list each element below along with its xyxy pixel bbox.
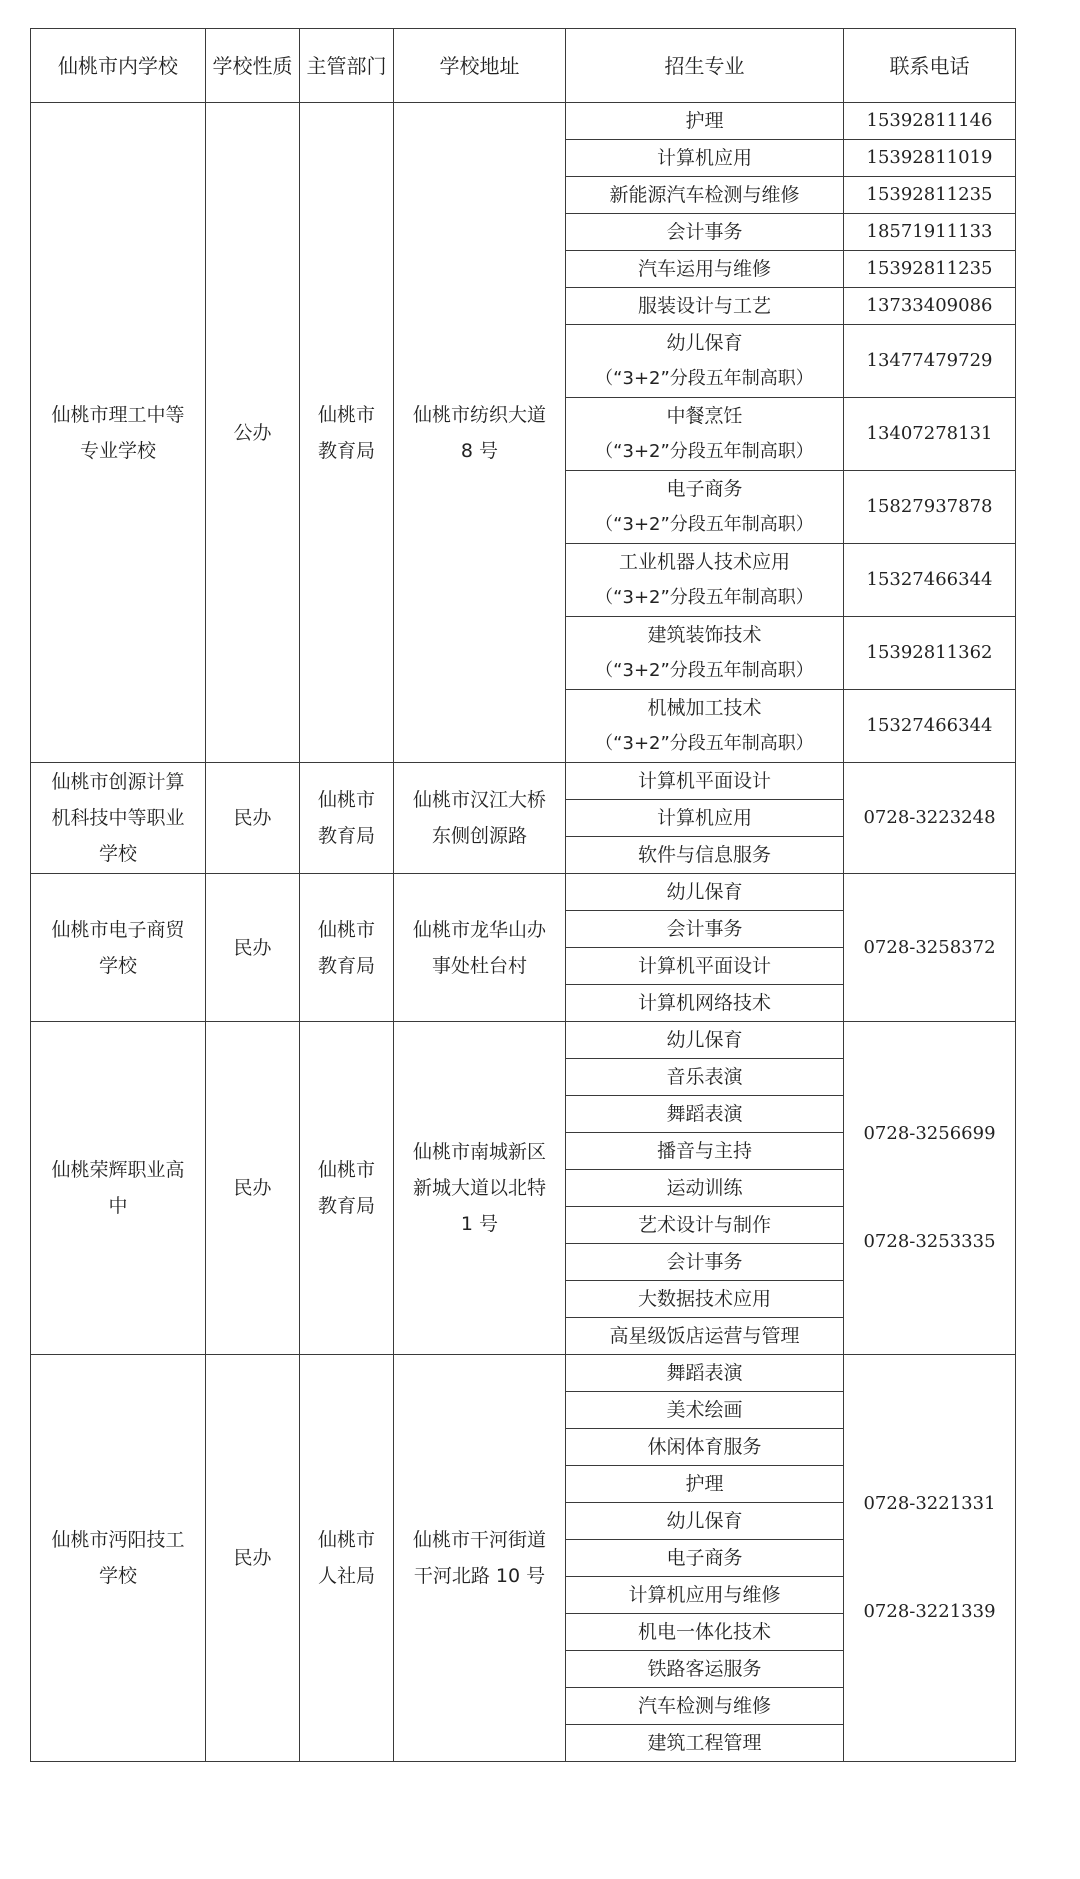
major-note: （“3+2”分段五年制高职） [595,368,814,389]
phone-number: 13477479729 [866,350,993,371]
phone-cell [844,763,1016,874]
school-dept: 仙桃市教育局 [300,1022,394,1355]
major-name: 计算机应用与维修 [628,1584,781,1606]
major-name: 机械加工技术 [647,697,762,719]
table-body [31,103,1016,1762]
major-cell [566,1170,844,1207]
major-name: 新能源汽车检测与维修 [609,184,800,206]
major-name: 计算机网络技术 [637,992,771,1014]
phone-cell [844,398,1016,471]
major-name: 幼儿保育 [666,332,743,354]
major-name: 软件与信息服务 [637,844,771,866]
major-name: 铁路客运服务 [647,1658,762,1680]
major-name: 中餐烹饪 [666,405,743,427]
major-name: 汽车检测与维修 [637,1695,771,1717]
phone-cell [844,177,1016,214]
major-note: （“3+2”分段五年制高职） [595,660,814,681]
major-cell [566,985,844,1022]
phone-number: 0728-3256699 [863,1123,996,1144]
major-cell [566,837,844,874]
major-cell [566,214,844,251]
school-nature: 民办 [206,763,300,874]
major-cell [566,1503,844,1540]
major-cell [566,1022,844,1059]
major-cell [566,763,844,800]
phone-spacer [848,1152,1011,1224]
major-name: 幼儿保育 [666,881,743,903]
phone-cell [844,617,1016,690]
school-dept: 仙桃市人社局 [300,1355,394,1762]
major-note: （“3+2”分段五年制高职） [595,514,814,535]
header-address: 学校地址 [394,29,566,103]
major-cell [566,1059,844,1096]
phone-cell [844,874,1016,1022]
major-name: 计算机应用 [656,147,752,169]
table-row [31,103,1016,140]
major-cell [566,911,844,948]
major-name: 计算机平面设计 [637,770,771,792]
major-name: 美术绘画 [666,1399,743,1421]
major-name: 服装设计与工艺 [637,295,771,317]
major-name: 建筑装饰技术 [647,624,762,646]
major-name: 会计事务 [666,1251,743,1273]
major-cell [566,398,844,471]
major-cell [566,1651,844,1688]
major-cell [566,1207,844,1244]
school-address: 仙桃市干河街道干河北路 10 号 [394,1355,566,1762]
major-cell [566,1466,844,1503]
school-name: 仙桃市理工中等专业学校 [31,103,206,763]
phone-number: 15392811235 [866,258,993,279]
major-name: 幼儿保育 [666,1029,743,1051]
phone-cell [844,251,1016,288]
enrollment-table [30,28,1016,1762]
school-name: 仙桃市创源计算机科技中等职业学校 [31,763,206,874]
major-name: 休闲体育服务 [647,1436,762,1458]
header-dept: 主管部门 [300,29,394,103]
phone-number: 15327466344 [866,715,993,736]
major-cell [566,1577,844,1614]
major-name: 艺术设计与制作 [637,1214,771,1236]
school-dept: 仙桃市教育局 [300,874,394,1022]
phone-number: 0728-3253335 [863,1231,996,1252]
major-name: 会计事务 [666,918,743,940]
phone-cell [844,1355,1016,1762]
major-name: 机电一体化技术 [637,1621,771,1643]
phone-number: 15392811146 [866,110,993,131]
table-row [31,874,1016,911]
major-cell [566,1688,844,1725]
header-row [31,29,1016,103]
major-note: （“3+2”分段五年制高职） [595,733,814,754]
school-nature: 民办 [206,1022,300,1355]
phone-number: 15327466344 [866,569,993,590]
phone-cell [844,471,1016,544]
major-cell [566,1133,844,1170]
major-note: （“3+2”分段五年制高职） [595,441,814,462]
major-name: 播音与主持 [656,1140,752,1162]
school-name: 仙桃荣辉职业高中 [31,1022,206,1355]
phone-number: 18571911133 [866,221,993,242]
major-cell [566,1281,844,1318]
table-row [31,1355,1016,1392]
school-dept: 仙桃市教育局 [300,103,394,763]
major-name: 护理 [685,110,724,132]
major-name: 电子商务 [666,1547,743,1569]
school-name: 仙桃市沔阳技工学校 [31,1355,206,1762]
major-cell [566,1392,844,1429]
phone-number: 13407278131 [866,423,993,444]
major-cell [566,325,844,398]
major-name: 工业机器人技术应用 [618,551,790,573]
major-cell [566,800,844,837]
school-name: 仙桃市电子商贸学校 [31,874,206,1022]
header-school: 仙桃市内学校 [31,29,206,103]
school-nature: 民办 [206,874,300,1022]
table-row [31,763,1016,800]
major-cell [566,1540,844,1577]
school-nature: 公办 [206,103,300,763]
major-note: （“3+2”分段五年制高职） [595,587,814,608]
table-row [31,1022,1016,1059]
major-cell [566,617,844,690]
phone-cell [844,690,1016,763]
major-cell [566,1244,844,1281]
phone-cell [844,214,1016,251]
major-cell [566,1318,844,1355]
major-name: 电子商务 [666,478,743,500]
major-cell [566,1096,844,1133]
major-cell [566,1355,844,1392]
major-name: 会计事务 [666,221,743,243]
header-nature: 学校性质 [206,29,300,103]
phone-cell [844,544,1016,617]
major-cell [566,948,844,985]
school-nature: 民办 [206,1355,300,1762]
major-name: 计算机应用 [656,807,752,829]
major-cell [566,103,844,140]
phone-cell [844,1022,1016,1355]
school-dept: 仙桃市教育局 [300,763,394,874]
phone-cell [844,288,1016,325]
school-address: 仙桃市龙华山办事处杜台村 [394,874,566,1022]
major-cell [566,251,844,288]
phone-cell [844,140,1016,177]
phone-cell [844,325,1016,398]
phone-number: 13733409086 [866,295,993,316]
major-cell [566,874,844,911]
major-name: 音乐表演 [666,1066,743,1088]
major-name: 大数据技术应用 [637,1288,771,1310]
phone-number: 15392811235 [866,184,993,205]
major-name: 计算机平面设计 [637,955,771,977]
major-name: 舞蹈表演 [666,1362,743,1384]
major-cell [566,1614,844,1651]
major-name: 建筑工程管理 [647,1732,762,1754]
major-name: 护理 [685,1473,724,1495]
phone-number: 0728-3221331 [863,1493,996,1514]
major-name: 汽车运用与维修 [637,258,771,280]
major-name: 运动训练 [666,1177,743,1199]
phone-number: 15827937878 [866,496,993,517]
header-majors: 招生专业 [566,29,844,103]
major-cell [566,690,844,763]
major-name: 舞蹈表演 [666,1103,743,1125]
major-cell [566,471,844,544]
major-cell [566,177,844,214]
phone-cell [844,103,1016,140]
major-cell [566,140,844,177]
major-cell [566,288,844,325]
phone-spacer [848,1522,1011,1594]
phone-number: 0728-3221339 [863,1601,996,1622]
phone-number: 15392811019 [866,147,993,168]
school-address: 仙桃市南城新区新城大道以北特 1 号 [394,1022,566,1355]
major-name: 高星级饭店运营与管理 [609,1325,800,1347]
major-cell [566,1725,844,1762]
school-address: 仙桃市纺织大道 8 号 [394,103,566,763]
school-address: 仙桃市汉江大桥东侧创源路 [394,763,566,874]
major-cell [566,544,844,617]
major-name: 幼儿保育 [666,1510,743,1532]
phone-number: 0728-3258372 [863,936,996,958]
phone-number: 0728-3223248 [863,807,996,828]
major-cell [566,1429,844,1466]
header-phone: 联系电话 [844,29,1016,103]
phone-number: 15392811362 [866,642,993,663]
